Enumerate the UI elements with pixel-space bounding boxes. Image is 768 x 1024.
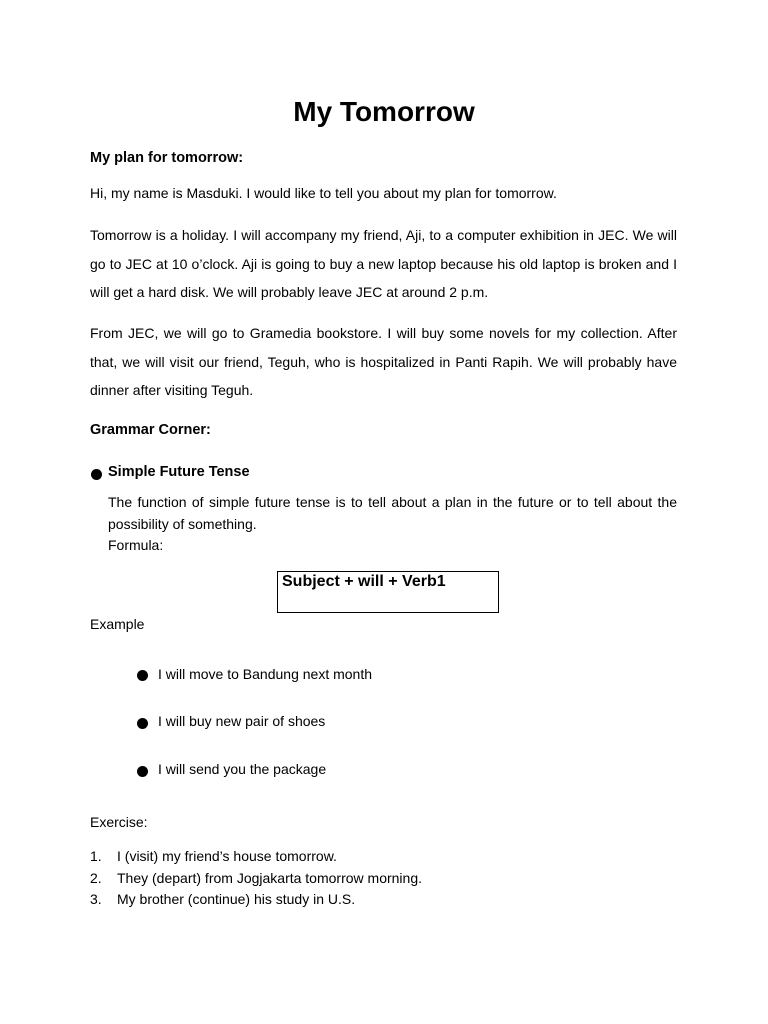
exercise-label: Exercise:: [90, 814, 148, 830]
exercise-number: 1.: [90, 848, 102, 864]
exercise-number: 3.: [90, 891, 102, 907]
exercise-item: I (visit) my friend’s house tomorrow.: [117, 848, 337, 864]
plan-heading: My plan for tomorrow:: [90, 150, 244, 166]
example-bullet-icon: [137, 718, 148, 729]
plan-paragraph-2: From JEC, we will go to Gramedia bookstore. I will buy some novels for my collection. After that, we will visit our friend, Teguh, who is hospitalized in Panti Rapih. We will probably have dinner after visiting Teguh.: [90, 325, 677, 398]
example-item: I will send you the package: [158, 761, 327, 777]
example-item: I will buy new pair of shoes: [158, 713, 326, 729]
formula-text: Subject + will + Verb1: [282, 573, 446, 590]
page-title: My Tomorrow: [293, 96, 475, 127]
tense-description: The function of simple future tense is to tell about a plan in the future or to tell about the possibility of something.: [108, 494, 677, 532]
formula-label: Formula:: [108, 537, 164, 553]
formula-box: [277, 571, 499, 613]
grammar-heading: Grammar Corner:: [90, 422, 211, 438]
example-label: Example: [90, 616, 145, 632]
tense-heading: Simple Future Tense: [108, 464, 250, 480]
example-bullet-icon: [137, 670, 148, 681]
exercise-item: They (depart) from Jogjakarta tomorrow morning.: [117, 870, 422, 886]
plan-paragraph-1: Tomorrow is a holiday. I will accompany my friend, Aji, to a computer exhibition in JEC. We will go to JEC at 10 o’clock. Aji is going to buy a new laptop because his old laptop is broken and I will get a hard disk. We will probably leave JEC at around 2 p.m.: [90, 227, 677, 300]
intro-paragraph: Hi, my name is Masduki. I would like to tell you about my plan for tomorrow.: [90, 185, 557, 201]
exercise-number: 2.: [90, 870, 102, 886]
tense-bullet-icon: [91, 469, 102, 480]
exercise-item: My brother (continue) his study in U.S.: [117, 891, 356, 907]
example-item: I will move to Bandung next month: [158, 666, 373, 682]
example-bullet-icon: [137, 766, 148, 777]
